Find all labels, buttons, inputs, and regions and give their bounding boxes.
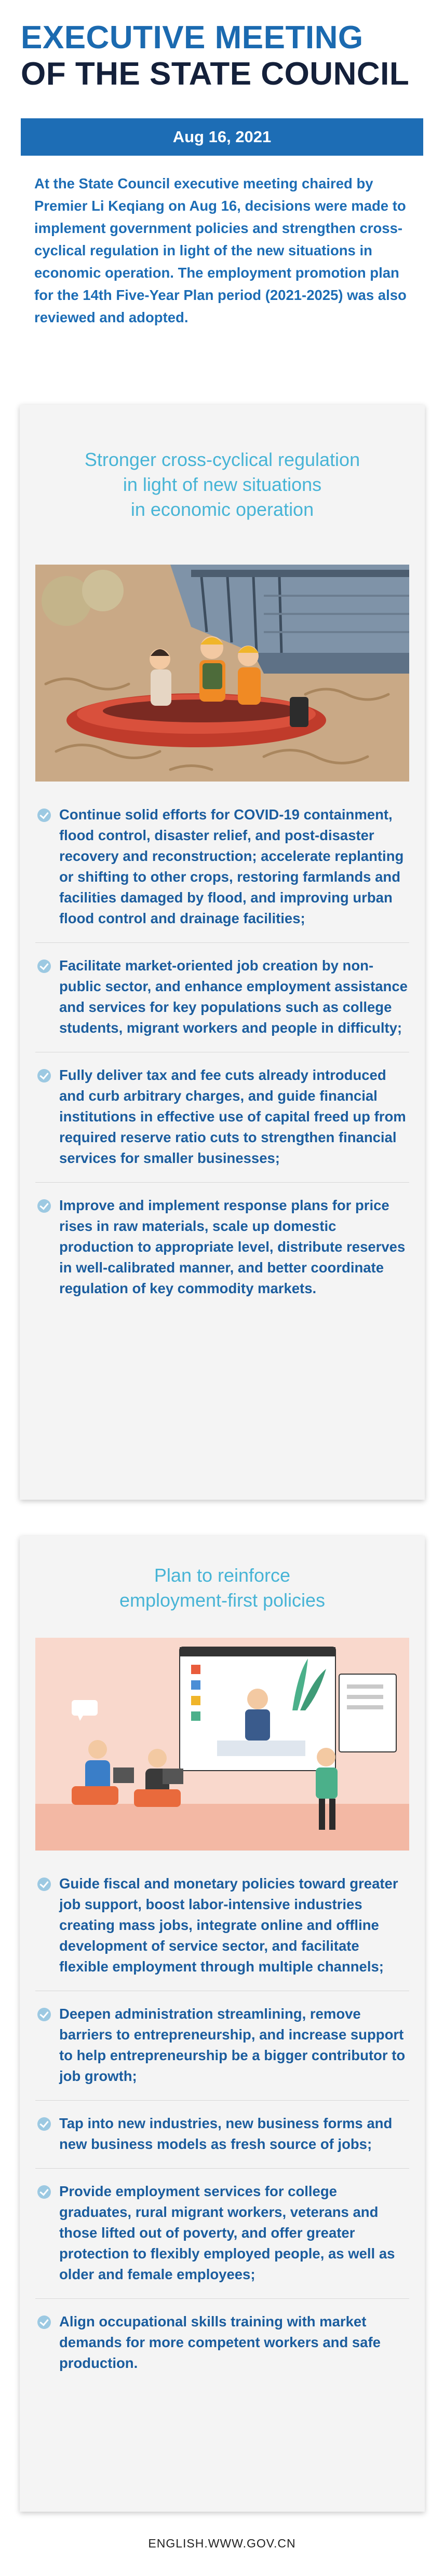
section-title-line: in light of new situations: [123, 474, 322, 495]
list-item: [35, 2004, 409, 2087]
divider: [35, 2100, 409, 2101]
list-item-text: Fully deliver tax and fee cuts already introduced and curb arbitrary charges, and guide financial institutions in effective use of capital freed up from required reserve ratio cuts to strengthen financial services for smaller businesses;: [59, 1067, 406, 1166]
section-title-line: Stronger cross-cyclical regulation: [84, 449, 360, 470]
check-circle-icon: [37, 2117, 51, 2131]
check-circle-icon: [37, 2315, 51, 2329]
list-item: [35, 2181, 409, 2285]
list-item: [35, 1195, 409, 1299]
check-circle-icon: [37, 809, 51, 822]
list-item-text: Tap into new industries, new business forms and new business models as fresh source of jobs;: [59, 2115, 393, 2152]
section-list-employment-first: [35, 1873, 409, 2374]
job-fair-illustration: [35, 1638, 409, 1851]
divider: [35, 1182, 409, 1183]
section-list-cross-cyclical: [35, 804, 409, 1299]
divider: [35, 2298, 409, 2299]
check-circle-icon: [37, 1069, 51, 1083]
divider: [35, 942, 409, 943]
section-card-employment-first: [20, 1536, 425, 2512]
list-item: [35, 2311, 409, 2374]
section-title-line: employment-first policies: [119, 1590, 326, 1611]
list-item: [35, 1873, 409, 1977]
section-title-employment-first: [20, 1563, 425, 1613]
list-item: [35, 2113, 409, 2155]
section-title-cross-cyclical: [20, 447, 425, 522]
list-item-text: Facilitate market-oriented job creation by non-public sector, and enhance employment assistance and services for key populations such as college students, migrant workers and people in difficulty;: [59, 957, 408, 1036]
intro-paragraph: At the State Council executive meeting chaired by Premier Li Keqiang on Aug 16, decisions were made to implement government policies and strengthen cross-cyclical regulation in light of the new situations in economic operation. The employment promotion plan for the 14th Five-Year Plan period (2021-2025) was also reviewed and adopted.: [34, 175, 407, 325]
page-title: [21, 20, 409, 92]
date-bar: [21, 118, 423, 156]
list-item-text: Guide fiscal and monetary policies toward greater job support, boost labor-intensive industries creating mass jobs, integrate online and offline development of service sector, and facilitate flexible employment through multiple channels;: [59, 1875, 398, 1975]
list-item-text: Provide employment services for college graduates, rural migrant workers, veterans and those lifted out of poverty, and offer greater protection to flexibly employed people, as well as older and female employees;: [59, 2183, 395, 2282]
check-circle-icon: [37, 960, 51, 973]
section-card-cross-cyclical: [20, 405, 425, 1500]
check-circle-icon: [37, 2185, 51, 2199]
footer-source: ENGLISH.WWW.GOV.CN: [148, 2537, 296, 2550]
list-item: [35, 1065, 409, 1169]
list-item-text: Deepen administration streamlining, remove barriers to entrepreneurship, and increase support to help entrepreneurship be a bigger contributor to job growth;: [59, 2006, 406, 2084]
list-item-text: Continue solid efforts for COVID-19 containment, flood control, disaster relief, and post-disaster recovery and reconstruction; accelerate replanting or shifting to other crops, restoring farmlands and facilities damaged by flood, and improving urban flood control and drainage facilities;: [59, 806, 404, 926]
title-line-1: EXECUTIVE MEETING: [21, 20, 364, 56]
check-circle-icon: [37, 2008, 51, 2021]
list-item: [35, 804, 409, 929]
list-item: [35, 955, 409, 1038]
title-line-2: OF THE STATE COUNCIL: [21, 56, 410, 92]
divider: [35, 2168, 409, 2169]
date-label: Aug 16, 2021: [172, 128, 272, 146]
list-item-text: Align occupational skills training with market demands for more competent workers and safe production.: [59, 2313, 381, 2371]
section-title-line: Plan to reinforce: [154, 1565, 291, 1586]
check-circle-icon: [37, 1199, 51, 1213]
list-item-text: Improve and implement response plans for price rises in raw materials, scale up domestic production to appropriate level, distribute reserves in well-calibrated manner, and better coordinate regulation of key commodity markets.: [59, 1197, 406, 1296]
check-circle-icon: [37, 1878, 51, 1891]
section-title-line: in economic operation: [130, 499, 314, 520]
flood-rescue-boat-illustration: [35, 565, 409, 782]
